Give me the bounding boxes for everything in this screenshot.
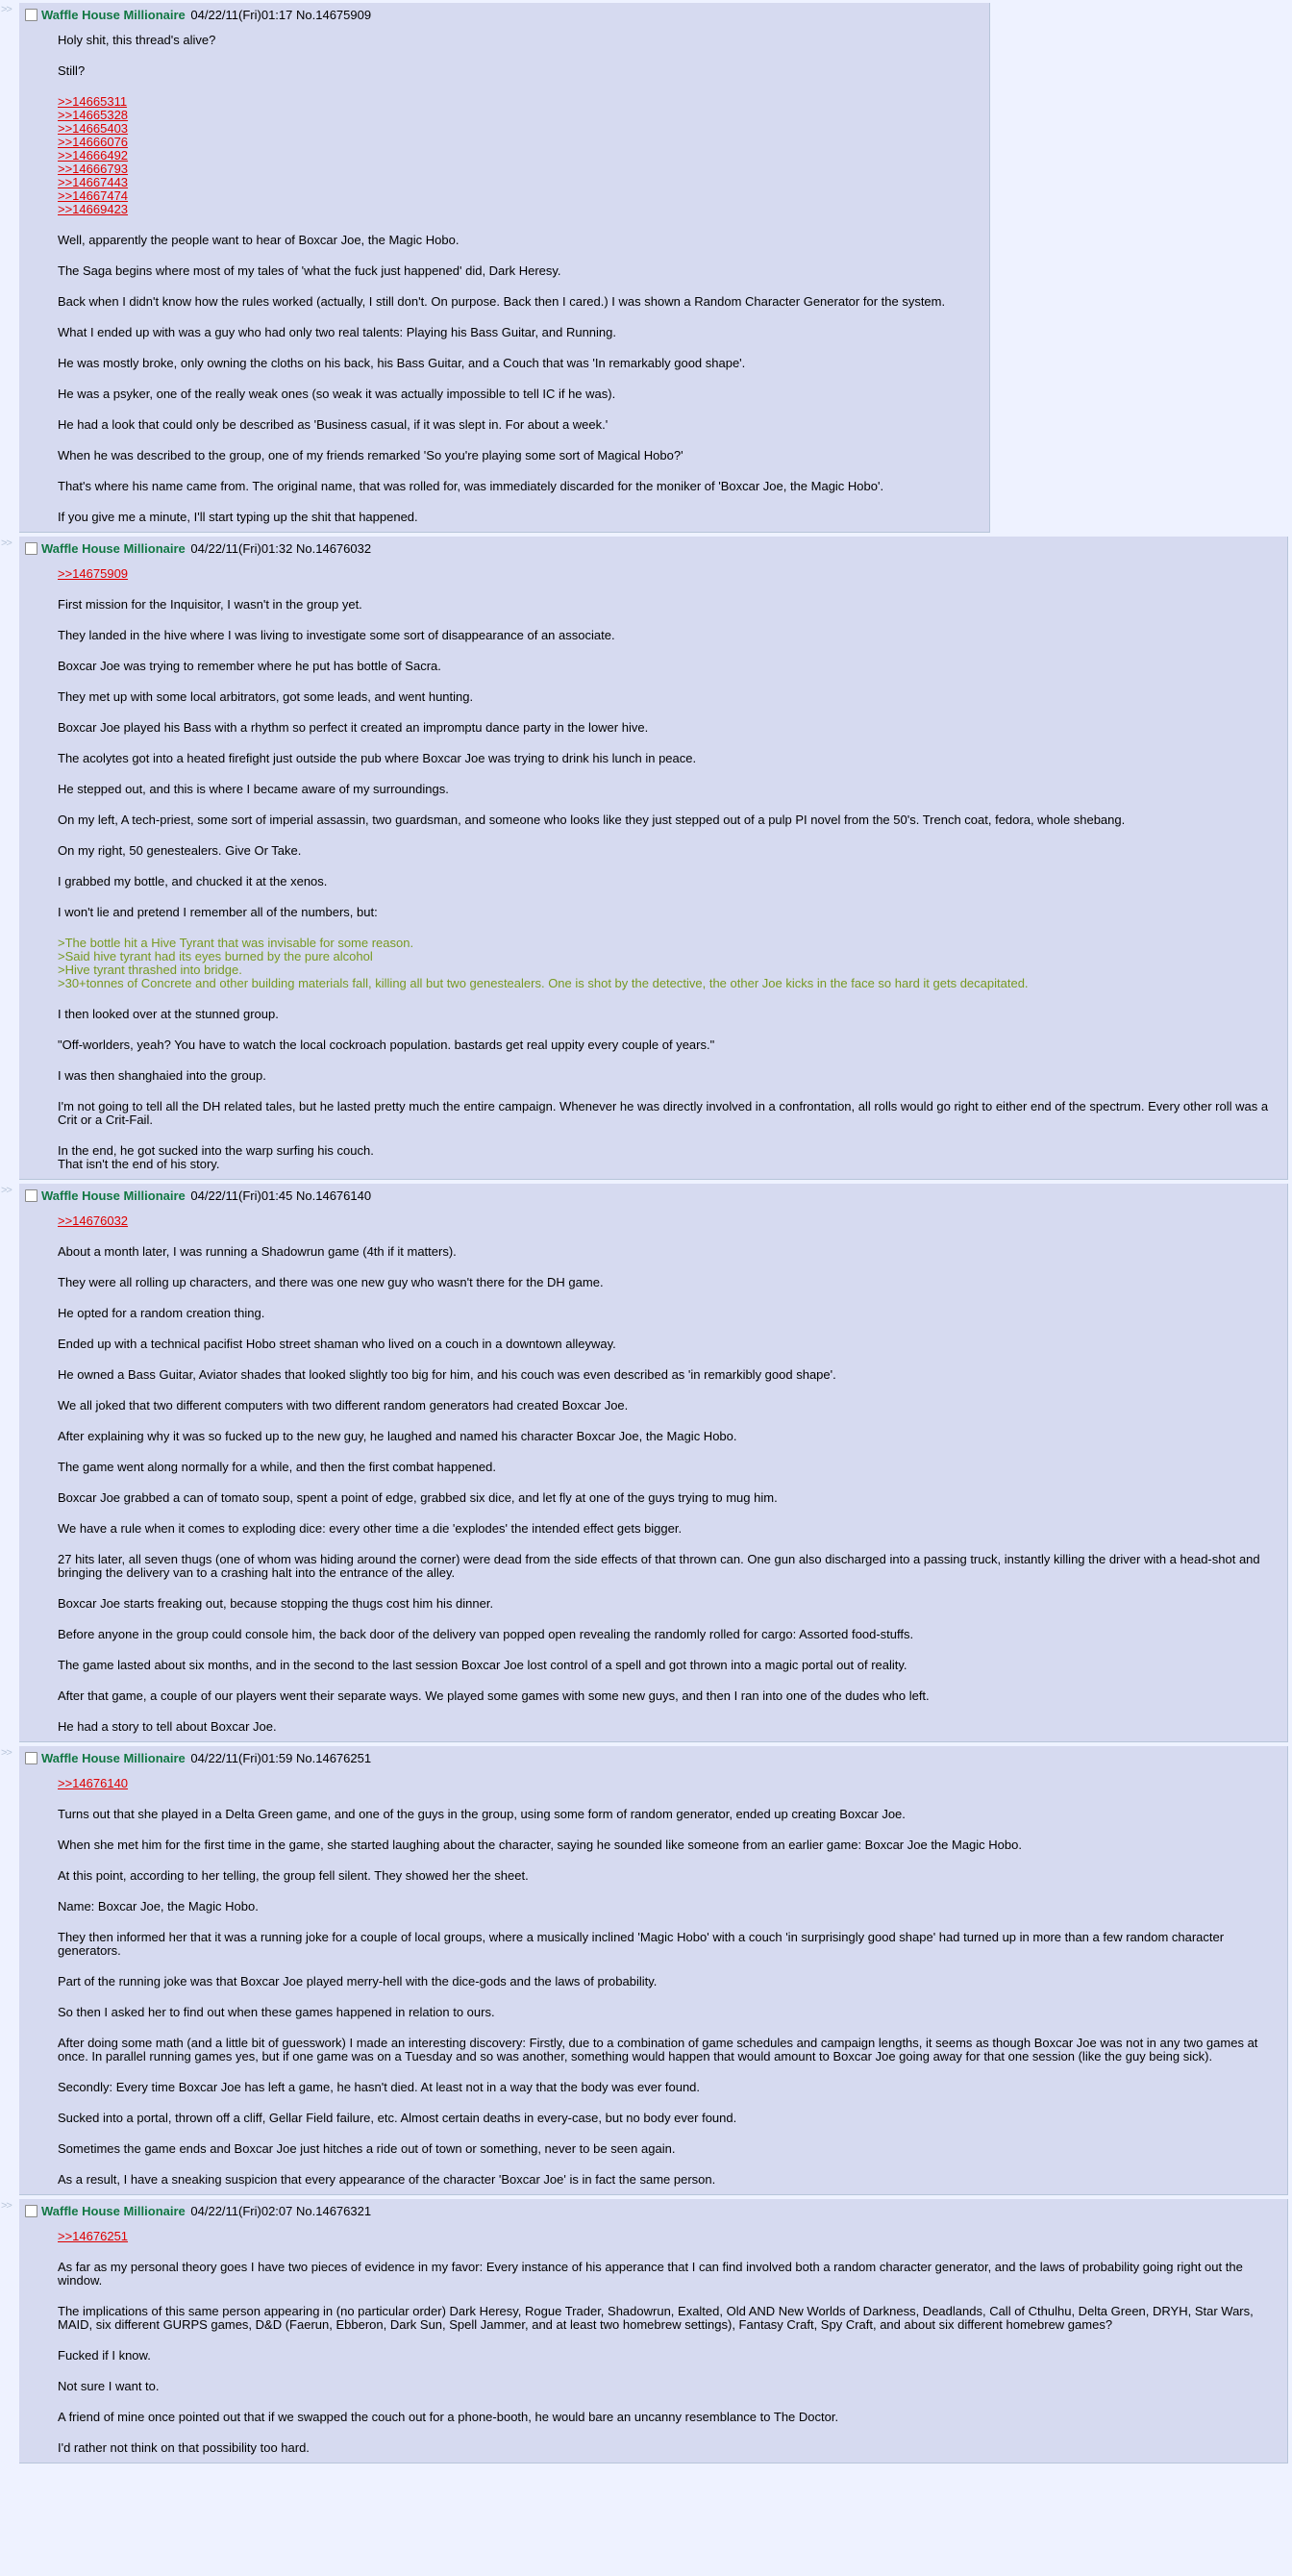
text-line: He had a look that could only be described as 'Business casual, if it was slept in. For about a week.' (58, 417, 609, 432)
paragraph (58, 2037, 1280, 2063)
text-line: He was a psyker, one of the really weak ones (so weak it was actually impossible to tell IC if he was). (58, 387, 616, 401)
reply-container (0, 1184, 1292, 1742)
paragraph (58, 2380, 1280, 2393)
text-line: The acolytes got into a heated firefight just outside the pub where Boxcar Joe was trying to drink his lunch in peace. (58, 751, 697, 765)
reply-container (0, 1746, 1292, 2195)
reply-container (0, 537, 1292, 1180)
paragraph (58, 357, 981, 370)
text-line: So then I asked her to find out when these games happened in relation to ours. (58, 2005, 495, 2019)
poster-name: Waffle House Millionaire (41, 2204, 186, 2218)
paragraph (58, 1214, 1280, 1228)
text-line: Ended up with a technical pacifist Hobo street shaman who lived on a couch in a downtown alleyway. (58, 1337, 616, 1351)
paragraph (58, 1338, 1280, 1351)
paragraph (58, 875, 1280, 888)
select-checkbox[interactable] (25, 2205, 37, 2217)
paragraph (58, 2349, 1280, 2363)
text-line: Boxcar Joe starts freaking out, because stopping the thugs cost him his dinner. (58, 1596, 494, 1611)
text-line: Secondly: Every time Boxcar Joe has left a game, he hasn't died. At least not in a way that the body was ever found. (58, 2080, 701, 2094)
paragraph (58, 1597, 1280, 1611)
paragraph (58, 1689, 1280, 1703)
reply-post (19, 2199, 1288, 2463)
quote-link[interactable]: >>14666793 (58, 162, 129, 176)
post-number-link[interactable]: No.14676321 (296, 2204, 372, 2218)
text-line: They were all rolling up characters, and there was one new guy who wasn't there for the DH game. (58, 1275, 604, 1289)
text-line: Before anyone in the group could console him, the back door of the delivery van popped open revealing the randomly rolled for cargo: Assorted food-stuffs. (58, 1627, 914, 1641)
text-line: Name: Boxcar Joe, the Magic Hobo. (58, 1899, 259, 1913)
paragraph (58, 1869, 1280, 1883)
paragraph (58, 2006, 1280, 2019)
text-line: Sometimes the game ends and Boxcar Joe just hitches a ride out of town or something, never to be seen again. (58, 2141, 676, 2156)
paragraph (58, 64, 981, 78)
select-checkbox[interactable] (25, 1752, 37, 1764)
paragraph (58, 2261, 1280, 2288)
paragraph (58, 1808, 1280, 1821)
greentext-line: >Hive tyrant thrashed into bridge. (58, 963, 242, 977)
post-message (58, 34, 981, 524)
paragraph (58, 1276, 1280, 1289)
text-line: What I ended up with was a guy who had only two real talents: Playing his Bass Guitar, and Running. (58, 325, 617, 339)
poster-name: Waffle House Millionaire (41, 1751, 186, 1765)
paragraph (58, 1838, 1280, 1852)
text-line: When he was described to the group, one of my friends remarked 'So you're playing some sort of Magical Hobo?' (58, 448, 683, 463)
text-line: That's where his name came from. The original name, that was rolled for, was immediately discarded for the moniker of 'Boxcar Joe, the Magic Hobo'. (58, 479, 884, 493)
text-line: "Off-worlders, yeah? You have to watch the local cockroach population. bastards get real uppity every couple of years." (58, 1038, 715, 1052)
paragraph (58, 2305, 1280, 2332)
paragraph (58, 326, 981, 339)
text-line: I'd rather not think on that possibility too hard. (58, 2440, 310, 2455)
poster-name: Waffle House Millionaire (41, 1188, 186, 1203)
text-line: Fucked if I know. (58, 2348, 151, 2363)
paragraph (58, 813, 1280, 827)
quote-link[interactable]: >>14667474 (58, 188, 129, 203)
text-line: We have a rule when it comes to exploding dice: every other time a die 'explodes' the intended effect gets bigger. (58, 1521, 683, 1536)
paragraph (58, 480, 981, 493)
text-line: As far as my personal theory goes I have two pieces of evidence in my favor: Every instance of his apperance that I can find involved both a random character generator, and the laws of probability going right out the window. (58, 2260, 1243, 2288)
quote-link[interactable]: >>14676032 (58, 1213, 129, 1228)
post-header (25, 1188, 1280, 1205)
paragraph (58, 567, 1280, 581)
post-message (58, 1214, 1280, 1734)
quote-link[interactable]: >>14665311 (58, 94, 128, 109)
reply-post (19, 3, 990, 533)
text-line: On my right, 50 genestealers. Give Or Take. (58, 843, 302, 858)
text-line: A friend of mine once pointed out that if we swapped the couch out for a phone-booth, he would bare an uncanny resemblance to The Doctor. (58, 2410, 839, 2424)
text-line: Well, apparently the people want to hear of Boxcar Joe, the Magic Hobo. (58, 233, 460, 247)
text-line: As a result, I have a sneaking suspicion that every appearance of the character 'Boxcar Joe' is in fact the same person. (58, 2172, 716, 2187)
text-line: I was then shanghaied into the group. (58, 1068, 266, 1083)
paragraph (58, 1399, 1280, 1413)
text-line: At this point, according to her telling, the group fell silent. They showed her the sheet. (58, 1868, 529, 1883)
quote-link[interactable]: >>14665328 (58, 108, 129, 122)
post-datetime: 04/22/11(Fri)01:17 (190, 8, 293, 22)
text-line: He opted for a random creation thing. (58, 1306, 265, 1320)
post-message (58, 567, 1280, 1171)
paragraph (58, 690, 1280, 704)
greentext-line: >Said hive tyrant had its eyes burned by the pure alcohol (58, 949, 373, 963)
paragraph (58, 1245, 1280, 1259)
paragraph (58, 388, 981, 401)
greentext-line: >The bottle hit a Hive Tyrant that was invisable for some reason. (58, 936, 414, 950)
paragraph (58, 1522, 1280, 1536)
paragraph (58, 1368, 1280, 1382)
paragraph (58, 2112, 1280, 2125)
paragraph (58, 1900, 1280, 1913)
text-line: The game lasted about six months, and in the second to the last session Boxcar Joe lost control of a spell and got thrown into a magic portal out of reality. (58, 1658, 907, 1672)
side-arrows: >> (1, 538, 12, 549)
paragraph (58, 234, 981, 247)
paragraph (58, 2230, 1280, 2243)
text-line: If you give me a minute, I'll start typing up the shit that happened. (58, 510, 418, 524)
text-line: After that game, a couple of our players went their separate ways. We played some games with some new guys, and then I ran into one of the dudes who left. (58, 1688, 930, 1703)
text-line: He was mostly broke, only owning the cloths on his back, his Bass Guitar, and a Couch that was 'In remarkably good shape'. (58, 356, 746, 370)
paragraph (58, 937, 1280, 990)
text-line: That isn't the end of his story. (58, 1157, 220, 1171)
reply-post (19, 537, 1288, 1180)
quote-link[interactable]: >>14675909 (58, 566, 129, 581)
text-line: Not sure I want to. (58, 2379, 160, 2393)
text-line: They landed in the hive where I was living to investigate some sort of disappearance of an associate. (58, 628, 615, 642)
text-line: About a month later, I was running a Shadowrun game (4th if it matters). (58, 1244, 457, 1259)
post-message (58, 1777, 1280, 2187)
post-header (25, 540, 1280, 558)
text-line: On my left, A tech-priest, some sort of imperial assassin, two guardsman, and someone who looks like they just stepped out of a pulp PI novel from the 50's. Trench coat, fedora, whole shebang. (58, 813, 1126, 827)
post-number-link[interactable]: No.14676032 (296, 541, 372, 556)
text-line: Boxcar Joe played his Bass with a rhythm so perfect it created an impromptu dance party in the lower hive. (58, 720, 649, 735)
side-arrows: >> (1, 1747, 12, 1759)
poster-name: Waffle House Millionaire (41, 541, 186, 556)
paragraph (58, 1144, 1280, 1171)
paragraph (58, 1720, 1280, 1734)
post-datetime: 04/22/11(Fri)01:59 (190, 1751, 293, 1765)
text-line: Turns out that she played in a Delta Green game, and one of the guys in the group, using some form of random generator, ended up creating Boxcar Joe. (58, 1807, 906, 1821)
paragraph (58, 1491, 1280, 1505)
paragraph (58, 2081, 1280, 2094)
reply-container (0, 3, 1292, 533)
text-line: First mission for the Inquisitor, I wasn't in the group yet. (58, 597, 362, 612)
reply-container (0, 2199, 1292, 2463)
side-arrows: >> (1, 1185, 12, 1196)
paragraph (58, 1659, 1280, 1672)
post-header (25, 2203, 1280, 2220)
text-line: Sucked into a portal, thrown off a cliff, Gellar Field failure, etc. Almost certain deaths in every-case, but no body ever found. (58, 2111, 737, 2125)
paragraph (58, 721, 1280, 735)
paragraph (58, 2173, 1280, 2187)
text-line: Back when I didn't know how the rules worked (actually, I still don't. On purpose. Back then I cared.) I was shown a Random Character Generator for the system. (58, 294, 946, 309)
side-arrows: >> (1, 2200, 12, 2212)
post-number-link[interactable]: No.14675909 (296, 8, 372, 22)
post-message (58, 2230, 1280, 2455)
paragraph (58, 598, 1280, 612)
text-line: The Saga begins where most of my tales of 'what the fuck just happened' did, Dark Heresy. (58, 263, 561, 278)
paragraph (58, 418, 981, 432)
paragraph (58, 629, 1280, 642)
reply-post (19, 1746, 1288, 2195)
text-line: Still? (58, 63, 86, 78)
select-checkbox[interactable] (25, 9, 37, 21)
paragraph (58, 295, 981, 309)
text-line: Boxcar Joe was trying to remember where he put has bottle of Sacra. (58, 659, 441, 673)
paragraph (58, 1931, 1280, 1958)
greentext-line: >30+tonnes of Concrete and other building materials fall, killing all but two genestealers. One is shot by the detective, the other Joe kicks in the face so hard it gets decapitated. (58, 976, 1029, 990)
paragraph (58, 844, 1280, 858)
paragraph (58, 95, 981, 216)
paragraph (58, 1777, 1280, 1790)
text-line: Part of the running joke was that Boxcar Joe played merry-hell with the dice-gods and the laws of probability. (58, 1974, 658, 1988)
paragraph (58, 264, 981, 278)
paragraph (58, 34, 981, 47)
post-number-link[interactable]: No.14676251 (296, 1751, 372, 1765)
paragraph (58, 1553, 1280, 1580)
quote-link[interactable]: >>14665403 (58, 121, 129, 136)
poster-name: Waffle House Millionaire (41, 8, 186, 22)
paragraph (58, 2411, 1280, 2424)
text-line: We all joked that two different computers with two different random generators had created Boxcar Joe. (58, 1398, 629, 1413)
text-line: They then informed her that it was a running joke for a couple of local groups, where a musically inclined 'Magic Hobo' with a couch 'in surprisingly good shape' had turned up in more than a few random character generators. (58, 1930, 1225, 1958)
text-line: I won't lie and pretend I remember all of the numbers, but: (58, 905, 378, 919)
paragraph (58, 1628, 1280, 1641)
text-line: Holy shit, this thread's alive? (58, 33, 216, 47)
text-line: When she met him for the first time in the game, she started laughing about the character, saying he sounded like someone from an earlier game: Boxcar Joe the Magic Hobo. (58, 1838, 1022, 1852)
quote-link[interactable]: >>14667443 (58, 175, 129, 189)
paragraph (58, 1038, 1280, 1052)
select-checkbox[interactable] (25, 542, 37, 555)
side-arrows: >> (1, 4, 12, 15)
text-line: In the end, he got sucked into the warp surfing his couch. (58, 1143, 374, 1158)
paragraph (58, 1008, 1280, 1021)
paragraph (58, 1100, 1280, 1127)
text-line: He stepped out, and this is where I became aware of my surroundings. (58, 782, 449, 796)
paragraph (58, 906, 1280, 919)
post-header (25, 1750, 1280, 1767)
text-line: Boxcar Joe grabbed a can of tomato soup, spent a point of edge, grabbed six dice, and let fly at one of the guys trying to mug him. (58, 1490, 778, 1505)
paragraph (58, 1975, 1280, 1988)
text-line: I'm not going to tell all the DH related tales, but he lasted pretty much the entire campaign. Whenever he was directly involved in a confrontation, all rolls would go right to either end of the spectrum. Every other roll was a Crit or a Crit-Fail. (58, 1099, 1269, 1127)
paragraph (58, 1461, 1280, 1474)
text-line: They met up with some local arbitrators, got some leads, and went hunting. (58, 689, 474, 704)
paragraph (58, 660, 1280, 673)
post-datetime: 04/22/11(Fri)01:45 (190, 1188, 293, 1203)
paragraph (58, 1069, 1280, 1083)
text-line: After explaining why it was so fucked up to the new guy, he laughed and named his character Boxcar Joe, the Magic Hobo. (58, 1429, 737, 1443)
quote-link[interactable]: >>14666076 (58, 135, 129, 149)
post-datetime: 04/22/11(Fri)02:07 (190, 2204, 293, 2218)
paragraph (58, 783, 1280, 796)
post-number-link[interactable]: No.14676140 (296, 1188, 372, 1203)
paragraph (58, 2441, 1280, 2455)
quote-link[interactable]: >>14669423 (58, 202, 129, 216)
text-line: The implications of this same person appearing in (no particular order) Dark Heresy, Rogue Trader, Shadowrun, Exalted, Old AND New Worlds of Darkness, Deadlands, Call of Cthulhu, Delta Green, DRYH, Star Wars, MAID, six different GURPS games, D&D (Faerun, Ebberon, Dark Sun, Spell Jammer, and at least two homebrew settings), Fantasy Craft, Spy Craft, and about six different homebrew games? (58, 2304, 1254, 2332)
text-line: 27 hits later, all seven thugs (one of whom was hiding around the corner) were dead from the side effects of that thrown can. One gun also discharged into a passing truck, instantly killing the driver with a head-shot and bringing the delivery van to a crashing halt into the entrance of the alley. (58, 1552, 1260, 1580)
quote-link[interactable]: >>14666492 (58, 148, 129, 163)
quote-link[interactable]: >>14676251 (58, 2229, 129, 2243)
text-line: I then looked over at the stunned group. (58, 1007, 279, 1021)
paragraph (58, 1430, 1280, 1443)
paragraph (58, 2142, 1280, 2156)
reply-post (19, 1184, 1288, 1742)
post-datetime: 04/22/11(Fri)01:32 (190, 541, 293, 556)
paragraph (58, 449, 981, 463)
quote-link[interactable]: >>14676140 (58, 1776, 129, 1790)
text-line: The game went along normally for a while, and then the first combat happened. (58, 1460, 496, 1474)
text-line: After doing some math (and a little bit of guesswork) I made an interesting discovery: Firstly, due to a combination of game schedules and campaign lengths, it seems as though Boxcar Joe was not in any two games at once. In parallel running games yes, but if one game was on a Tuesday and so was another, something would happen that would amount to Boxcar Joe going away for that one session (like the guy being sick). (58, 2036, 1258, 2063)
paragraph (58, 1307, 1280, 1320)
paragraph (58, 752, 1280, 765)
paragraph (58, 511, 981, 524)
text-line: He had a story to tell about Boxcar Joe. (58, 1719, 277, 1734)
post-header (25, 7, 981, 24)
select-checkbox[interactable] (25, 1189, 37, 1202)
text-line: I grabbed my bottle, and chucked it at the xenos. (58, 874, 328, 888)
text-line: He owned a Bass Guitar, Aviator shades that looked slightly too big for him, and his couch was even described as 'in remarkibly good shape'. (58, 1367, 836, 1382)
